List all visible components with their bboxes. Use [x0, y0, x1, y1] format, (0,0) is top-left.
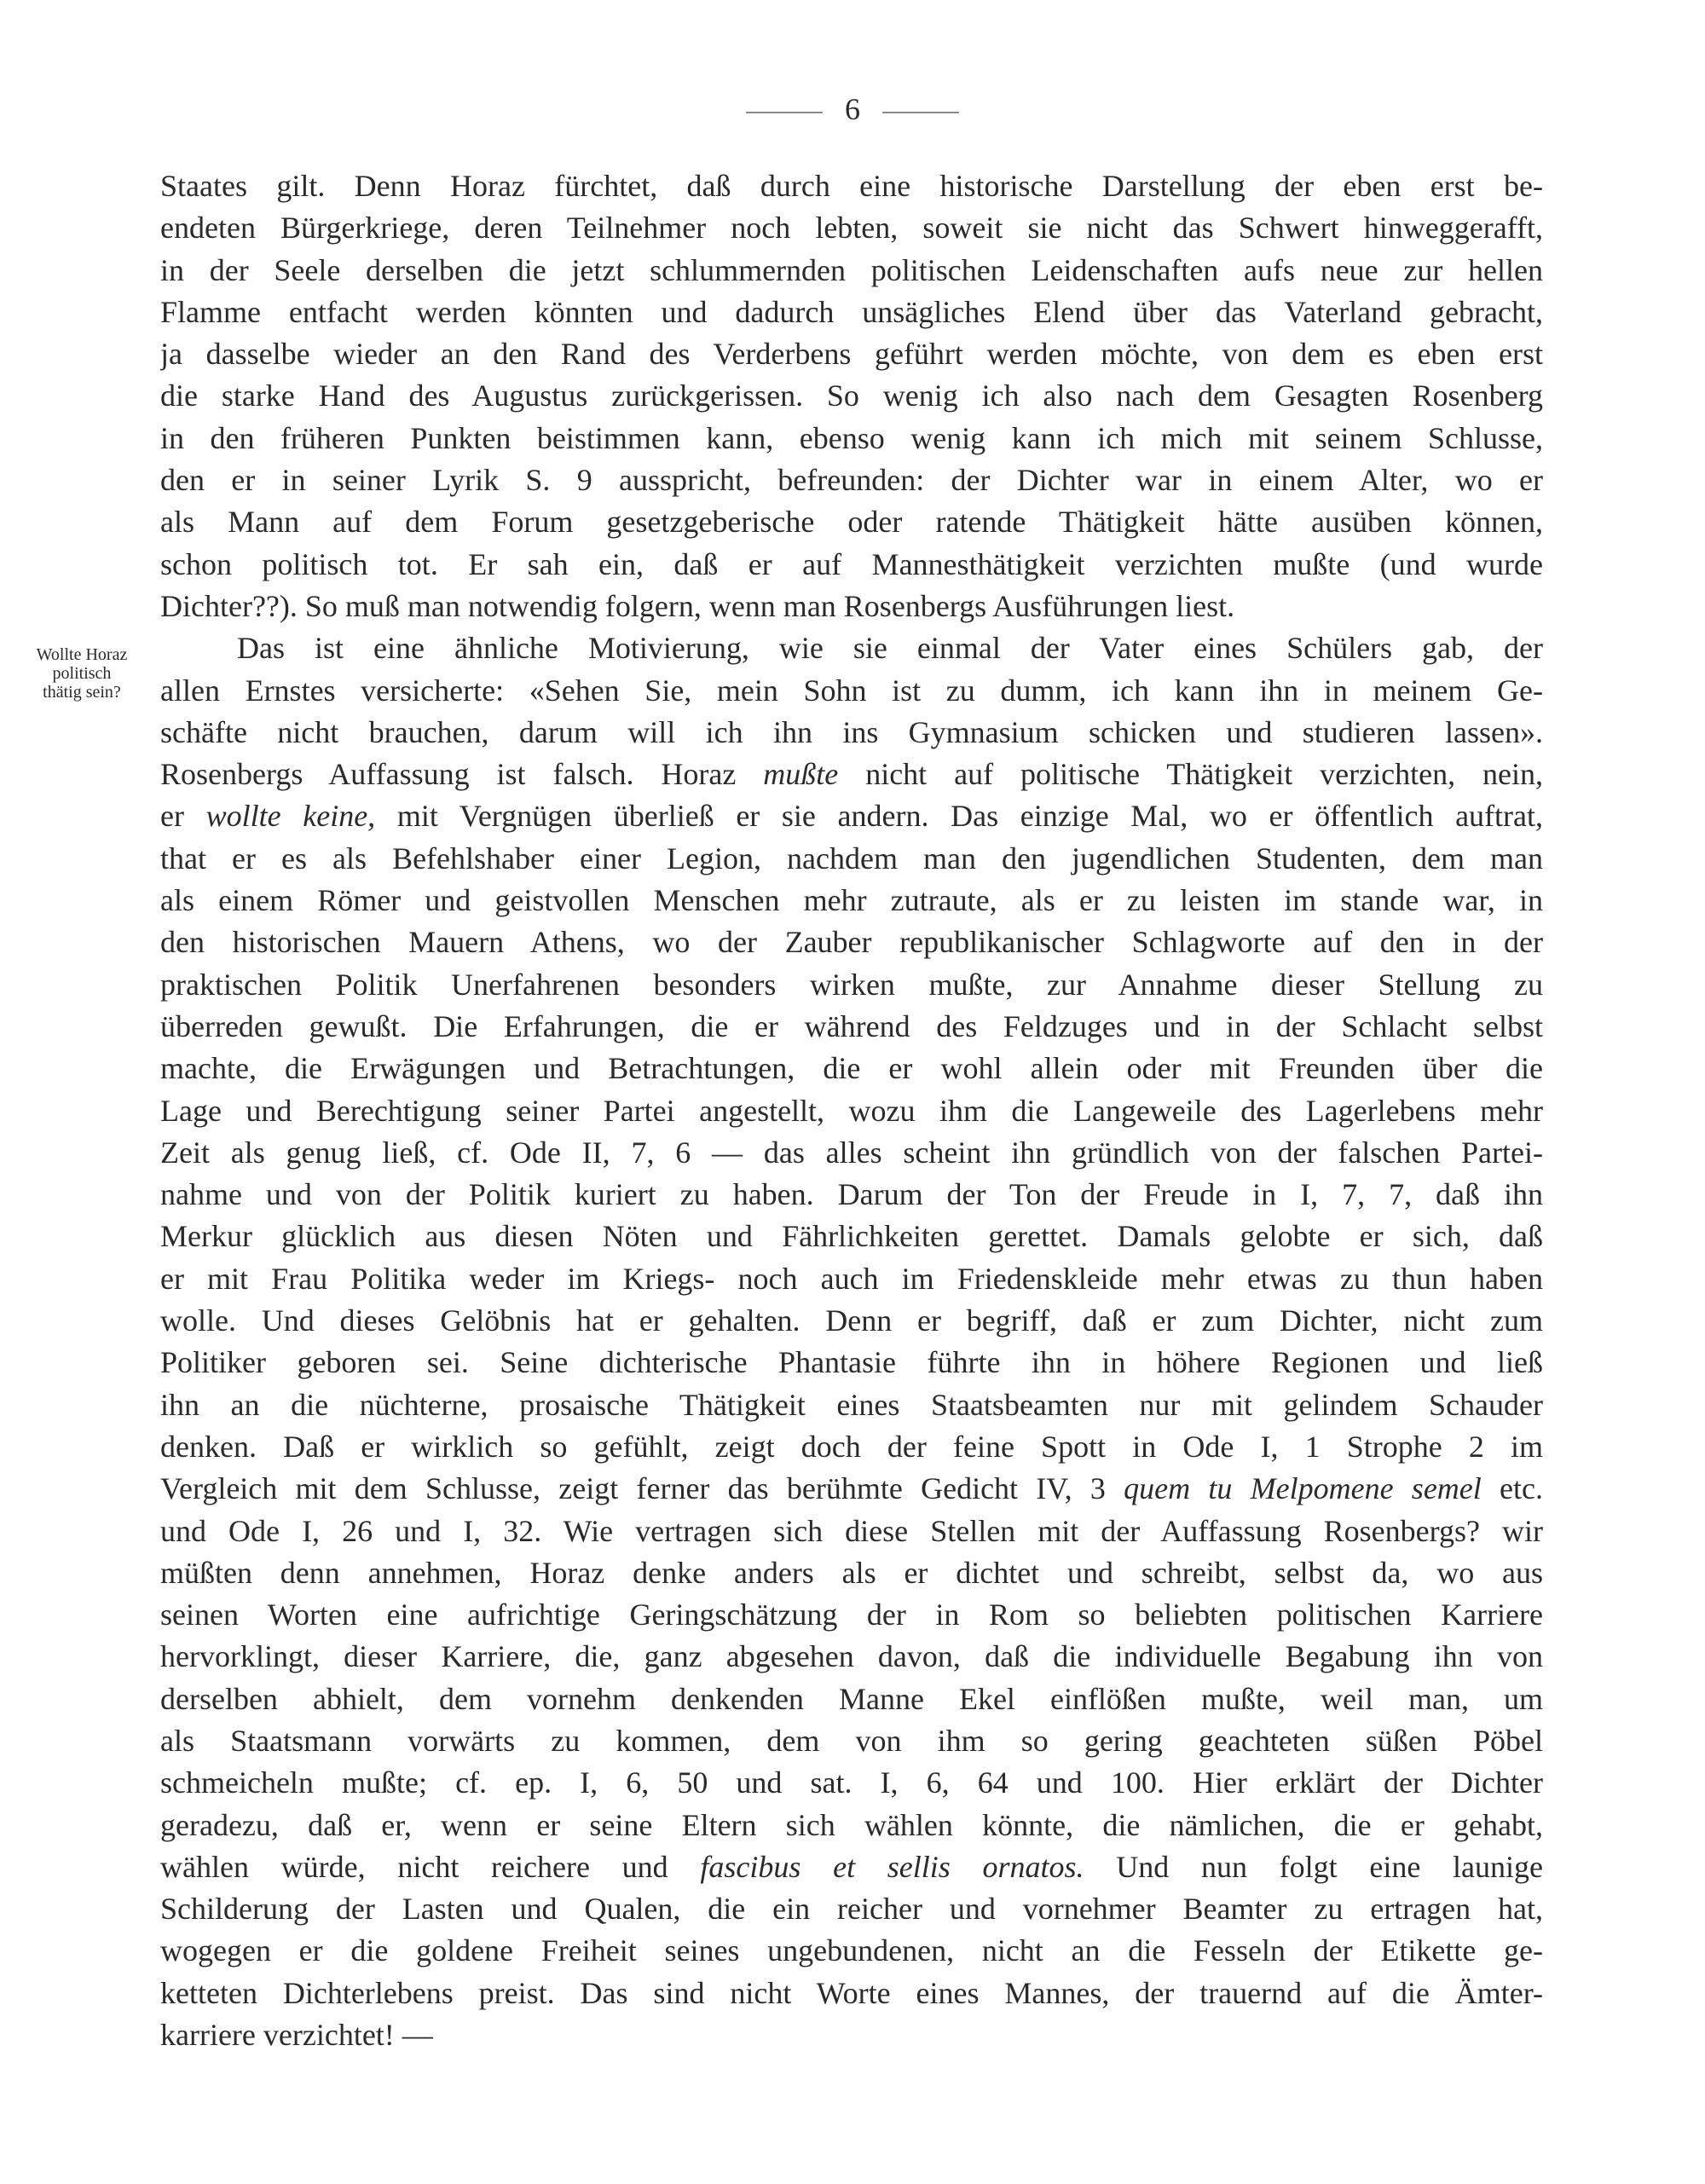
text-run: etc.	[1481, 1471, 1543, 1506]
text-line: Dichter??). So muß man notwendig folgern, wenn man Rosenbergs Ausführungen liest.	[160, 588, 1235, 623]
text-line: nahme und von der Politik kuriert zu haben. Darum der Ton der Freude in I, 7, 7, daß ihn	[160, 1177, 1543, 1212]
text-line: in der Seele derselben die jetzt schlummernden politischen Leidenschaften aufs neue zur hellen	[160, 252, 1543, 287]
text-line: wolle. Und dieses Gelöbnis hat er gehalten. Denn er begriff, daß er zum Dichter, nicht zum	[160, 1303, 1543, 1338]
text-line: that er es als Befehlshaber einer Legion, nachdem man den jugendlichen Studenten, dem man	[160, 841, 1543, 875]
text-run: mit Vergnügen überließ er sie andern. Das einzige Mal, wo er öffentlich auftrat,	[375, 799, 1543, 834]
margin-note-line: thätig sein?	[43, 683, 121, 702]
text-line: endeten Bürgerkriege, deren Teilnehmer noch lebten, soweit sie nicht das Schwert hinweggerafft,	[160, 211, 1543, 246]
text-line: er mit Frau Politika weder im Kriegs- noch auch im Friedenskleide mehr etwas zu thun haben	[160, 1261, 1543, 1296]
text-line	[160, 1468, 1543, 1510]
text-run: er	[160, 799, 206, 834]
text-line: karriere verzichtet! —	[160, 2018, 433, 2053]
text-line: schäfte nicht brauchen, darum will ich ihn ins Gymnasium schicken und studieren lassen».	[160, 714, 1543, 749]
text-line: Zeit als genug ließ, cf. Ode II, 7, 6 — das alles scheint ihn gründlich von der falschen Partei-	[160, 1135, 1543, 1170]
text-line: überreden gewußt. Die Erfahrungen, die er während des Feldzuges und in der Schlacht selbst	[160, 1008, 1543, 1043]
text-line: ja dasselbe wieder an den Rand des Verderbens geführt werden möchte, von dem es eben erst	[160, 337, 1543, 372]
text-line: schon politisch tot. Er sah ein, daß er auf Mannesthätigkeit verzichten mußte (und wurde	[160, 546, 1543, 581]
text-run: wählen würde, nicht reichere und	[160, 1849, 701, 1884]
header-rule-left	[746, 112, 823, 113]
text-line: und Ode I, 26 und I, 32. Wie vertragen sich diese Stellen mit der Auffassung Rosenbergs? wir	[160, 1513, 1543, 1548]
text-line: derselben abhielt, dem vornehm denkenden Manne Ekel einflößen mußte, weil man, um	[160, 1681, 1543, 1716]
text-line: machte, die Erwägungen und Betrachtungen, die er wohl allein oder mit Freunden über die	[160, 1051, 1543, 1086]
text-line: müßten denn annehmen, Horaz denke anders als er dichtet und schreibt, selbst da, wo aus	[160, 1555, 1543, 1590]
text-line: praktischen Politik Unerfahrenen besonders wirken mußte, zur Annahme dieser Stellung zu	[160, 967, 1543, 1002]
text-line: hervorklingt, dieser Karriere, die, ganz abgesehen davon, daß die individuelle Begabung ihn von	[160, 1639, 1543, 1674]
text-line: Lage und Berechtigung seiner Partei angestellt, wozu ihm die Langeweile des Lagerlebens mehr	[160, 1093, 1543, 1128]
text-line: Politiker geboren sei. Seine dichterische Phantasie führte ihn in höhere Regionen und ließ	[160, 1345, 1543, 1380]
margin-note-line: politisch	[52, 664, 112, 683]
text-line	[160, 1846, 1543, 1888]
text-run: Und nun folgt eine launige	[1084, 1849, 1543, 1884]
text-line: geradezu, daß er, wenn er seine Eltern sich wählen könnte, die nämlichen, die er gehabt,	[160, 1807, 1543, 1842]
text-line: als einem Römer und geistvollen Menschen mehr zutraute, als er zu leisten im stande war, in	[160, 883, 1543, 918]
page-number: 6	[845, 92, 860, 126]
text-line: Schilderung der Lasten und Qualen, die ein reicher und vornehmer Beamter zu ertragen hat,	[160, 1892, 1543, 1927]
text-line: die starke Hand des Augustus zurückgerissen. So wenig ich also nach dem Gesagten Rosenberg	[160, 378, 1543, 413]
text-line: seinen Worten eine aufrichtige Geringschätzung der in Rom so beliebten politischen Karriere	[160, 1598, 1543, 1632]
text-run: nicht auf politische Thätigkeit verzichten, nein,	[838, 757, 1543, 792]
text-line: ketteten Dichterlebens preist. Das sind nicht Worte eines Mannes, der trauernd auf die Ämter-	[160, 1975, 1543, 2010]
text-line: den er in seiner Lyrik S. 9 ausspricht, befreunden: der Dichter war in einem Alter, wo er	[160, 463, 1543, 498]
page-header	[0, 92, 1705, 126]
text-run: Vergleich mit dem Schlusse, zeigt ferner das berühmte Gedicht IV, 3	[160, 1471, 1124, 1506]
text-line: Merkur glücklich aus diesen Nöten und Fährlichkeiten gerettet. Damals gelobte er sich, daß	[160, 1219, 1543, 1254]
margin-note	[5, 645, 159, 702]
margin-note-line: Wollte Horaz	[36, 645, 128, 664]
text-line: als Mann auf dem Forum gesetzgeberische oder ratende Thätigkeit hätte ausüben können,	[160, 505, 1543, 540]
text-line: schmeicheln mußte; cf. ep. I, 6, 50 und sat. I, 6, 64 und 100. Hier erklärt der Dichter	[160, 1765, 1543, 1800]
text-line: den historischen Mauern Athens, wo der Zauber republikanischer Schlagworte auf den in der	[160, 925, 1543, 960]
text-run: Rosenbergs Auffassung ist falsch. Horaz	[160, 757, 764, 792]
text-line: in den früheren Punkten beistimmen kann, ebenso wenig kann ich mich mit seinem Schlusse,	[160, 420, 1543, 455]
body-text	[160, 165, 1543, 2056]
text-line: Staates gilt. Denn Horaz fürchtet, daß durch eine historische Darstellung der eben erst be-	[160, 169, 1543, 203]
text-line: wogegen er die goldene Freiheit seines ungebundenen, nicht an die Fesseln der Etikette ge-	[160, 1933, 1543, 1968]
text-line: als Staatsmann vorwärts zu kommen, dem von ihm so gering geachteten süßen Pöbel	[160, 1723, 1543, 1758]
text-line: allen Ernstes versicherte: «Sehen Sie, mein Sohn ist zu dumm, ich kann ihn in meinem Ge-	[160, 673, 1543, 708]
text-line	[160, 754, 1543, 795]
text-line: Flamme entfacht werden könnten und dadurch unsägliches Elend über das Vaterland gebracht,	[160, 294, 1543, 329]
italic-text: wollte keine,	[205, 799, 376, 834]
italic-text: quem tu Melpomene semel	[1124, 1471, 1482, 1506]
text-line: ihn an die nüchterne, prosaische Thätigkeit eines Staatsbeamten nur mit gelindem Schauder	[160, 1387, 1543, 1422]
italic-text: mußte	[763, 757, 839, 792]
text-line	[160, 795, 1543, 837]
text-line: denken. Daß er wirklich so gefühlt, zeigt doch der feine Spott in Ode I, 1 Strophe 2 im	[160, 1429, 1543, 1464]
text-line: Das ist eine ähnliche Motivierung, wie sie einmal der Vater eines Schülers gab, der	[237, 631, 1543, 666]
italic-text: fascibus et sellis ornatos.	[700, 1849, 1084, 1884]
header-rule-right	[882, 112, 959, 113]
